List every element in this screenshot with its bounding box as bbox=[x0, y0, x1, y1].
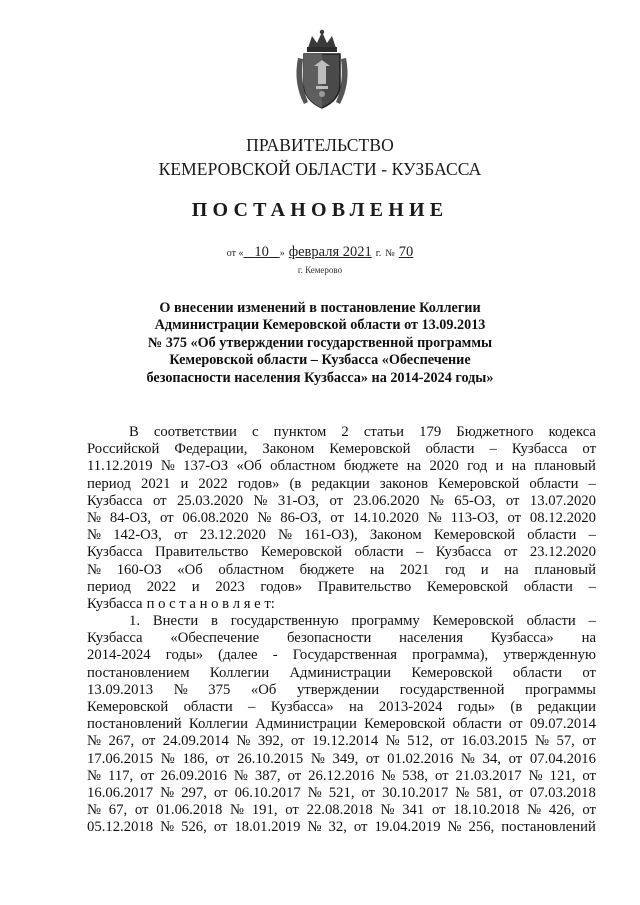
body-word: от bbox=[507, 509, 522, 526]
body-word: на bbox=[581, 630, 596, 647]
body-word: № bbox=[460, 750, 475, 767]
body-word: от bbox=[365, 750, 380, 767]
body-word: Кузбасса bbox=[87, 630, 143, 647]
body-word: от bbox=[509, 784, 523, 801]
body-word: 186, bbox=[182, 750, 209, 767]
body-word: Кемеровской bbox=[364, 716, 446, 733]
body-word: – bbox=[489, 441, 497, 458]
body-word: 2021 bbox=[399, 561, 430, 578]
body-word: 01.06.2018 bbox=[156, 802, 223, 819]
body-word: Кемеровской bbox=[329, 441, 411, 458]
body-word: плановый bbox=[534, 458, 596, 475]
body-word: п о с т а н о в л я е т: bbox=[146, 595, 275, 612]
body-word: № bbox=[253, 492, 268, 509]
body-line bbox=[87, 647, 596, 664]
body-line bbox=[87, 579, 596, 596]
body-word: и bbox=[191, 578, 200, 595]
body-line bbox=[87, 527, 596, 544]
body-word: 16.03.2015 bbox=[461, 733, 528, 750]
body-word: (в bbox=[510, 699, 523, 715]
body-word: – bbox=[588, 475, 596, 492]
body-word: 341 bbox=[402, 802, 425, 819]
number-sign: № bbox=[385, 248, 395, 259]
body-word: № bbox=[160, 819, 175, 836]
body-word: 08.12.2020 bbox=[529, 509, 596, 526]
body-word: 297, bbox=[181, 784, 207, 801]
body-word: № bbox=[87, 509, 102, 526]
body-word: от bbox=[505, 492, 520, 509]
body-word: от bbox=[291, 733, 305, 750]
body-word: 23.12.2020 bbox=[199, 527, 266, 544]
body-word: Кузбасса» bbox=[490, 630, 554, 647]
body-word: 65-ОЗ, bbox=[454, 492, 496, 509]
body-word: 18.01.2019 bbox=[234, 819, 301, 836]
body-word: 22.08.2018 bbox=[306, 802, 373, 819]
body-word: 256, bbox=[468, 819, 495, 836]
subject-line: № 375 «Об утверждении государственной программы bbox=[147, 334, 493, 351]
body-word: годы» bbox=[457, 699, 496, 715]
body-line bbox=[87, 596, 596, 613]
body-line bbox=[87, 441, 596, 458]
body-word: областном bbox=[270, 458, 336, 475]
body-word: и bbox=[495, 458, 504, 475]
body-word: от bbox=[215, 750, 230, 767]
body-word: 1. bbox=[129, 613, 141, 630]
body-word: 267, bbox=[108, 733, 135, 750]
body-word: 160-ОЗ bbox=[116, 561, 162, 578]
body-word: - bbox=[272, 647, 278, 664]
body-word: от bbox=[173, 527, 188, 544]
body-word: «Обеспечение bbox=[170, 630, 260, 647]
body-line bbox=[87, 476, 596, 493]
body-word: 2014-2024 bbox=[87, 647, 151, 664]
body-word: от bbox=[353, 819, 368, 836]
body-word: программа), bbox=[412, 647, 489, 664]
subject-line: О внесении изменений в постановление Коллегии bbox=[159, 300, 481, 316]
body-word: Правительство bbox=[317, 578, 412, 595]
body-word: 2022 bbox=[146, 578, 177, 595]
body-word: 07.03.2018 bbox=[529, 784, 596, 801]
body-word: и bbox=[480, 561, 489, 578]
body-word: № bbox=[310, 750, 325, 767]
body-word: «Об bbox=[177, 561, 203, 578]
body-word: № bbox=[257, 509, 272, 526]
body-word: от bbox=[159, 509, 174, 526]
body-word: 581, bbox=[476, 784, 503, 801]
body-word: от bbox=[141, 733, 156, 750]
body-word: в bbox=[211, 613, 218, 630]
body-word: на bbox=[504, 561, 519, 578]
body-word: 121, bbox=[549, 767, 576, 784]
body-word: № bbox=[307, 784, 322, 801]
subject-line: Кемеровской области – Кузбасса «Обеспечение bbox=[169, 352, 471, 369]
kuzbass-coat-of-arms-icon bbox=[290, 28, 354, 114]
body-word: Администрации bbox=[255, 716, 357, 733]
date-month-year: февраля 2021 bbox=[288, 244, 372, 260]
body-word: Российской bbox=[87, 441, 160, 458]
body-word: 2021 bbox=[141, 475, 171, 492]
body-word: утвержденную bbox=[503, 647, 596, 664]
body-word: 161-ОЗ), bbox=[304, 527, 358, 544]
body-word: области bbox=[529, 475, 579, 492]
body-word: 19.04.2019 bbox=[374, 819, 441, 836]
body-word: соответствии bbox=[153, 424, 237, 440]
body-word: безопасности bbox=[287, 630, 372, 647]
body-word: от bbox=[508, 716, 523, 733]
body-line bbox=[87, 785, 596, 802]
body-word: пунктом bbox=[273, 424, 327, 440]
body-word: 06.08.2020 bbox=[182, 509, 249, 526]
body-word: на bbox=[369, 561, 385, 578]
body-word: области bbox=[523, 578, 573, 595]
body-word: области bbox=[512, 664, 563, 681]
body-word: от bbox=[152, 492, 167, 509]
body-word: Кемеровской bbox=[438, 475, 520, 492]
body-word: статьи bbox=[363, 424, 405, 440]
body-word: 526, bbox=[181, 819, 207, 836]
body-word: 57, bbox=[556, 733, 575, 750]
government-name-line1: ПРАВИТЕЛЬСТВО bbox=[246, 135, 394, 155]
body-word: 392, bbox=[257, 733, 284, 750]
body-word: 23.12.2020 bbox=[529, 544, 596, 561]
body-word: годов» bbox=[260, 578, 303, 595]
body-line bbox=[87, 493, 596, 510]
body-word: 113-ОЗ, bbox=[450, 509, 499, 526]
body-line bbox=[87, 544, 596, 561]
body-word: 30.10.2017 bbox=[382, 784, 449, 801]
document-number: 70 bbox=[398, 244, 414, 260]
body-word: 26.12.2016 bbox=[308, 767, 375, 784]
body-word: Кемеровской bbox=[260, 544, 343, 561]
body-word: бюджете bbox=[299, 561, 355, 578]
body-word: от bbox=[582, 441, 596, 458]
body-word: на bbox=[511, 458, 527, 475]
body-word: от bbox=[213, 784, 228, 801]
body-word: от bbox=[285, 802, 299, 819]
body-word: бюджете bbox=[343, 458, 399, 475]
body-line bbox=[87, 458, 596, 475]
body-word: № bbox=[87, 561, 102, 578]
body-word: 06.10.2017 bbox=[234, 784, 301, 801]
document-type-title: ПОСТАНОВЛЕНИЕ bbox=[191, 199, 449, 221]
body-word: области bbox=[526, 613, 576, 630]
body-word: № bbox=[427, 509, 442, 526]
body-word: № bbox=[455, 784, 470, 801]
body-line bbox=[87, 510, 596, 527]
body-word: (в bbox=[289, 475, 302, 492]
body-word: № bbox=[307, 819, 322, 836]
body-word: Кемеровской bbox=[433, 527, 516, 544]
body-word: государственную bbox=[230, 613, 339, 630]
body-word: (далее bbox=[218, 647, 258, 664]
date-quote-close: » bbox=[279, 248, 285, 259]
body-word: 142-ОЗ, bbox=[113, 527, 162, 544]
body-word: областном bbox=[218, 561, 284, 578]
body-word: 191, bbox=[251, 802, 278, 819]
body-word: Коллегии bbox=[188, 716, 249, 733]
body-word: 07.04.2016 bbox=[529, 750, 596, 767]
body-word: от bbox=[582, 733, 596, 750]
body-word: Законом bbox=[369, 527, 422, 544]
body-word: 26.10.2015 bbox=[237, 750, 304, 767]
body-word: № bbox=[230, 802, 245, 819]
body-word: – bbox=[416, 544, 424, 561]
body-word: период bbox=[87, 475, 131, 492]
body-line bbox=[87, 733, 596, 750]
body-word: 13.07.2020 bbox=[529, 492, 596, 509]
body-word: № bbox=[278, 527, 293, 544]
body-word: – bbox=[588, 613, 596, 630]
body-word: от bbox=[508, 750, 523, 767]
body-word: № bbox=[87, 767, 102, 784]
body-word: 2023 bbox=[215, 578, 245, 595]
body-word: Кузбасса bbox=[87, 492, 143, 509]
body-line bbox=[87, 665, 596, 682]
body-word: годы» bbox=[165, 647, 204, 664]
body-word: области bbox=[425, 441, 475, 458]
body-word: Кемеровской bbox=[87, 699, 169, 715]
body-word: 86-ОЗ, bbox=[280, 509, 322, 526]
body-line bbox=[87, 682, 596, 699]
body-word: Кемеровской bbox=[432, 613, 514, 630]
body-word: от bbox=[134, 802, 149, 819]
body-word: 21.03.2017 bbox=[455, 767, 522, 784]
body-word: № bbox=[87, 527, 102, 544]
dateline bbox=[0, 244, 640, 261]
body-word: Кузбасса bbox=[87, 595, 143, 612]
body-word: области bbox=[452, 716, 502, 733]
city-label: г. Кемерово bbox=[297, 265, 343, 275]
body-line bbox=[87, 819, 596, 836]
body-word: области bbox=[183, 699, 233, 715]
body-word: № bbox=[385, 733, 400, 750]
body-word: кодекса bbox=[548, 424, 596, 440]
body-word: Федерации, bbox=[174, 441, 248, 458]
body-word: № bbox=[447, 819, 462, 836]
body-word: от bbox=[582, 767, 596, 784]
body-word: плановый bbox=[534, 561, 596, 578]
body-word: от bbox=[287, 767, 302, 784]
body-word: № bbox=[160, 750, 175, 767]
body-word: № bbox=[87, 733, 102, 750]
body-word: № bbox=[160, 458, 175, 475]
body-word: 24.09.2014 bbox=[162, 733, 229, 750]
body-word: программы bbox=[525, 681, 596, 698]
body-word: от bbox=[361, 784, 376, 801]
body-word: от bbox=[440, 733, 454, 750]
body-word: год bbox=[467, 458, 488, 475]
body-word: 34, bbox=[482, 750, 501, 767]
decree-subject bbox=[100, 300, 540, 387]
body-word: от bbox=[140, 767, 154, 784]
body-word: Бюджетного bbox=[456, 424, 534, 440]
body-line bbox=[87, 613, 596, 630]
body-word: № bbox=[534, 733, 549, 750]
body-word: постановлений bbox=[87, 716, 182, 733]
body-word: № bbox=[87, 802, 102, 819]
body-word: 05.12.2018 bbox=[87, 819, 154, 836]
subject-line: Администрации Кемеровской области от 13.09.2013 bbox=[154, 317, 486, 334]
body-word: программу bbox=[351, 613, 420, 630]
body-word: законов bbox=[379, 475, 429, 492]
body-word: Государственная bbox=[292, 647, 398, 664]
body-word: 84-ОЗ, bbox=[109, 509, 152, 526]
body-word: 538, bbox=[402, 767, 428, 784]
body-word: редакции bbox=[537, 699, 596, 715]
body-word: 387, bbox=[254, 767, 281, 784]
body-word: – bbox=[588, 578, 596, 595]
body-word: утверждении bbox=[296, 681, 380, 698]
body-word: 512, bbox=[407, 733, 433, 750]
body-line bbox=[87, 716, 596, 733]
body-word: 375 bbox=[208, 681, 231, 698]
decree-body bbox=[87, 424, 596, 837]
body-word: 67, bbox=[108, 802, 128, 819]
body-line bbox=[87, 630, 596, 647]
body-word: год bbox=[444, 561, 466, 578]
body-word: от bbox=[431, 802, 446, 819]
body-word: № bbox=[160, 784, 175, 801]
body-word: государственной bbox=[399, 681, 505, 698]
body-word: № bbox=[236, 733, 251, 750]
body-word: от bbox=[582, 802, 596, 819]
body-word: редакции bbox=[311, 475, 370, 492]
body-word: области bbox=[354, 544, 404, 561]
body-word: от bbox=[582, 664, 596, 681]
body-word: 14.10.2020 bbox=[352, 509, 419, 526]
body-word: Администрации bbox=[289, 664, 391, 681]
body-word: 2 bbox=[341, 424, 349, 440]
body-line bbox=[87, 424, 596, 441]
body-word: Кузбасса bbox=[87, 544, 143, 561]
body-word: годов» bbox=[237, 475, 280, 492]
body-word: 2022 bbox=[198, 475, 228, 492]
body-word: с bbox=[252, 424, 259, 440]
subject-line: безопасности населения Кузбасса» на 2014-2024 годы» bbox=[146, 369, 494, 386]
body-word: № bbox=[528, 767, 543, 784]
body-word: 32, bbox=[328, 819, 347, 836]
body-word: 13.09.2013 bbox=[87, 681, 154, 698]
body-word: 01.02.2016 bbox=[387, 750, 454, 767]
body-word: Правительство bbox=[155, 544, 249, 561]
body-word: постановлений bbox=[501, 819, 596, 836]
body-word: «Об bbox=[250, 681, 277, 698]
body-word: постановлением bbox=[87, 664, 190, 681]
body-word: Кузбасса bbox=[511, 441, 568, 458]
body-word: № bbox=[429, 492, 444, 509]
body-word: от bbox=[503, 544, 518, 561]
body-word: период bbox=[87, 578, 131, 595]
body-word: Законом bbox=[262, 441, 315, 458]
body-line bbox=[87, 751, 596, 768]
body-word: от bbox=[329, 492, 344, 509]
body-word: на bbox=[349, 699, 364, 715]
body-word: на bbox=[406, 458, 422, 475]
date-day: 10 bbox=[254, 244, 269, 260]
body-word: «Об bbox=[236, 458, 262, 475]
body-word: № bbox=[527, 802, 542, 819]
date-from-label: от « bbox=[226, 248, 244, 259]
body-word: населения bbox=[399, 630, 464, 647]
body-word: области bbox=[527, 527, 577, 544]
body-word: от bbox=[330, 509, 344, 526]
body-word: Кузбасса» bbox=[270, 699, 334, 715]
body-word: 117, bbox=[108, 767, 134, 784]
body-line bbox=[87, 562, 596, 579]
body-word: № bbox=[173, 681, 188, 698]
body-word: 137-ОЗ bbox=[183, 458, 229, 475]
body-word: 23.06.2020 bbox=[353, 492, 420, 509]
body-word: от bbox=[434, 767, 449, 784]
body-word: Коллегии bbox=[209, 664, 270, 681]
body-word: 2013-2024 bbox=[378, 699, 443, 715]
body-word: 25.03.2020 bbox=[176, 492, 244, 509]
body-word: № bbox=[381, 767, 396, 784]
body-line bbox=[87, 802, 596, 819]
body-word: Кемеровской bbox=[426, 578, 509, 595]
body-word: 11.12.2019 bbox=[87, 458, 153, 475]
body-line bbox=[87, 768, 596, 785]
body-line bbox=[87, 699, 596, 716]
body-word: № bbox=[233, 767, 248, 784]
body-word: 31-ОЗ, bbox=[277, 492, 320, 509]
body-word: – bbox=[248, 699, 256, 715]
body-word: 19.12.2014 bbox=[312, 733, 379, 750]
body-word: Кемеровской bbox=[411, 664, 493, 681]
body-word: 349, bbox=[332, 750, 359, 767]
body-word: В bbox=[129, 424, 139, 440]
body-word: 26.09.2016 bbox=[160, 767, 227, 784]
body-word: 16.06.2017 bbox=[87, 784, 154, 801]
body-word: от bbox=[213, 819, 228, 836]
government-name-line2: КЕМЕРОВСКОЙ ОБЛАСТИ - КУЗБАССА bbox=[158, 159, 482, 179]
body-word: 09.07.2014 bbox=[529, 716, 596, 733]
body-word: Кузбасса bbox=[435, 544, 492, 561]
body-word: 179 bbox=[419, 424, 442, 440]
body-word: Внести bbox=[152, 613, 199, 630]
body-word: – bbox=[588, 527, 596, 544]
body-word: 521, bbox=[328, 784, 355, 801]
body-word: 2020 bbox=[429, 458, 459, 475]
body-word: 18.10.2018 bbox=[453, 802, 520, 819]
date-year-suffix: г. bbox=[375, 248, 382, 259]
body-word: и bbox=[180, 475, 189, 492]
body-word: 426, bbox=[548, 802, 575, 819]
body-word: № bbox=[380, 802, 395, 819]
body-word: 17.06.2015 bbox=[87, 750, 154, 767]
